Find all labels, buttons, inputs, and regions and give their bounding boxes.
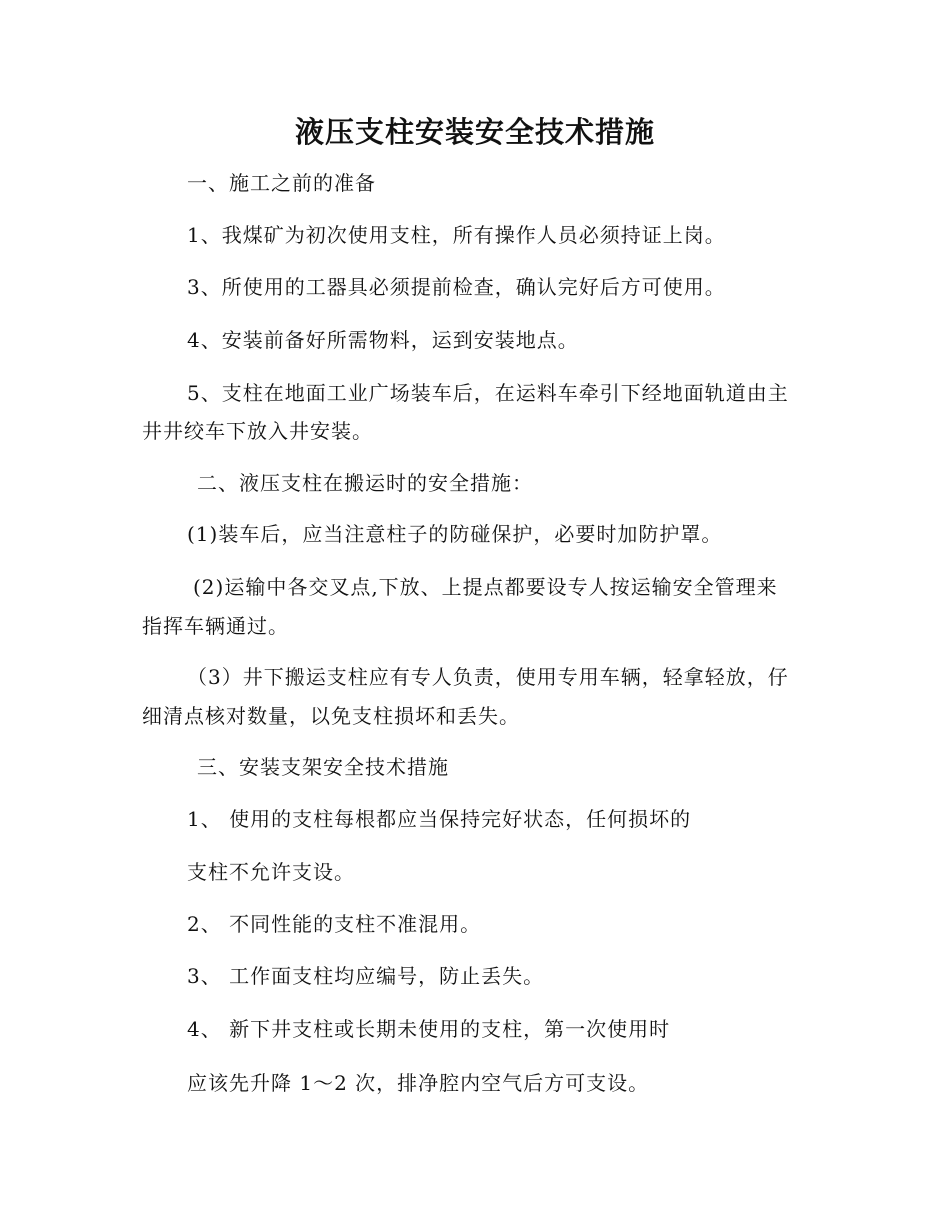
paragraph-line: 1、 使用的支柱每根都应当保持完好状态，任何损坏的 — [187, 807, 692, 831]
paragraph-line: 井井绞车下放入井安装。 — [142, 419, 373, 443]
paragraph-line: 支柱不允许支设。 — [187, 860, 355, 884]
paragraph-line: 3、 工作面支柱均应编号，防止丢失。 — [187, 964, 545, 988]
paragraph-line: 应该先升降 1～2 次，排净腔内空气后方可支设。 — [187, 1071, 650, 1095]
section-heading-2: 二、液压支柱在搬运时的安全措施： — [197, 471, 533, 495]
paragraph-line: (1)装车后，应当注意柱子的防碰保护，必要时加防护罩。 — [187, 522, 723, 546]
paragraph-line: (2)运输中各交叉点,下放、上提点都要设专人按运输安全管理来 — [193, 575, 778, 599]
section-heading-1: 一、施工之前的准备 — [187, 171, 376, 195]
paragraph-line: 4、安装前备好所需物料，运到安装地点。 — [187, 328, 579, 352]
paragraph-line: 4、 新下井支柱或长期未使用的支柱，第一次使用时 — [187, 1017, 671, 1041]
section-heading-3: 三、安装支架安全技术措施 — [197, 755, 449, 779]
paragraph-line: 1、我煤矿为初次使用支柱，所有操作人员必须持证上岗。 — [187, 223, 726, 247]
paragraph-line: 细清点核对数量，以免支柱损坏和丢失。 — [142, 704, 520, 728]
paragraph-line: 3、所使用的工器具必须提前检查，确认完好后方可使用。 — [187, 275, 726, 299]
document-title: 液压支柱安装安全技术措施 — [294, 115, 655, 149]
paragraph-line: （3）井下搬运支柱应有专人负责，使用专用车辆，轻拿轻放，仔 — [187, 665, 789, 689]
paragraph-line: 指挥车辆通过。 — [142, 614, 289, 638]
paragraph-line: 2、 不同性能的支柱不准混用。 — [187, 912, 482, 936]
paragraph-line: 5、支柱在地面工业广场装车后，在运料车牵引下经地面轨道由主 — [187, 381, 789, 405]
